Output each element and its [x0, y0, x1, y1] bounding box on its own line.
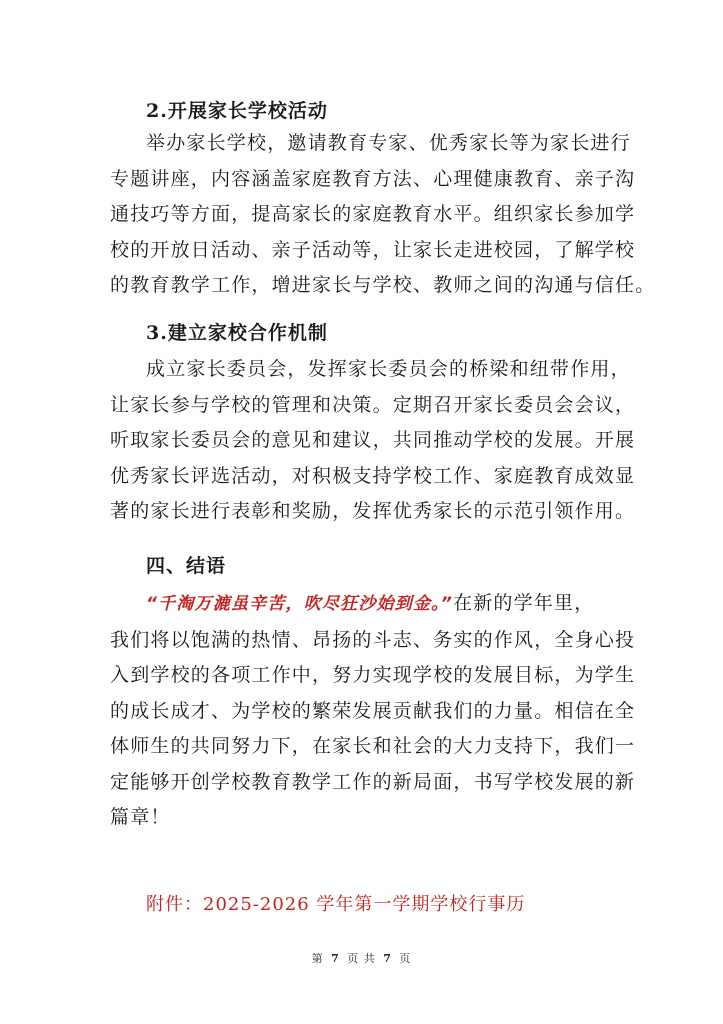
footer-suffix: 页 — [399, 952, 412, 965]
paragraph-line: 校的开放日活动、亲子活动等，让家长走进校园，了解学校 — [110, 238, 636, 261]
paragraph-line: 让家长参与学校的管理和决策。定期召开家长委员会会议， — [110, 393, 636, 416]
section-heading-2: 2.开展家长学校活动 — [146, 100, 328, 122]
paragraph-line: 成立家长委员会，发挥家长委员会的桥梁和纽带作用， — [146, 358, 631, 380]
current-page-number: 7 — [331, 952, 340, 965]
section-heading-4: 四、结语 — [146, 555, 227, 577]
paragraph-line-rest: 在新的学年里， — [453, 592, 595, 614]
paragraph-line: 体师生的共同努力下，在家长和社会的大力支持下，我们一 — [110, 735, 636, 757]
paragraph-line: 举办家长学校，邀请教育专家、优秀家长等为家长进行 — [146, 132, 631, 154]
paragraph-line: 著的家长进行表彰和奖励，发挥优秀家长的示范引领作用。 — [110, 500, 636, 522]
paragraph-line: 的教育教学工作，增进家长与学校、教师之间的沟通与信任。 — [110, 274, 656, 296]
paragraph-line — [110, 586, 630, 623]
footer-prefix: 第 — [311, 952, 324, 965]
paragraph-parent-school — [110, 126, 656, 304]
paragraph-line: 入到学校的各项工作中，努力实现学校的发展目标，为学生 — [110, 664, 636, 686]
footer-middle: 页 共 — [347, 952, 376, 965]
section-heading-3: 3.建立家校合作机制 — [146, 322, 328, 344]
paragraph-line: 篇章！ — [110, 806, 171, 828]
poem-quote: “千淘万漉虽辛苦，吹尽狂沙始到金。” — [146, 594, 453, 614]
paragraph-cooperation — [110, 352, 636, 530]
page-footer — [0, 950, 723, 966]
paragraph-conclusion — [110, 586, 636, 836]
attachment-note: 附件：2025-2026 学年第一学期学校行事历 — [146, 894, 526, 915]
paragraph-line: 的成长成才、为学校的繁荣发展贡献我们的力量。相信在全 — [110, 699, 636, 722]
paragraph-line: 通技巧等方面，提高家长的家庭教育水平。组织家长参加学 — [110, 203, 636, 225]
paragraph-line: 定能够开创学校教育教学工作的新局面，书写学校发展的新 — [110, 770, 636, 793]
paragraph-line: 我们将以饱满的热情、昂扬的斗志、务实的作风，全身心投 — [110, 628, 636, 651]
paragraph-line: 专题讲座，内容涵盖家庭教育方法、心理健康教育、亲子沟 — [110, 167, 636, 190]
total-page-count: 7 — [383, 952, 392, 965]
paragraph-line: 优秀家长评选活动，对积极支持学校工作、家庭教育成效显 — [110, 464, 636, 487]
paragraph-line: 听取家长委员会的意见和建议，共同推动学校的发展。开展 — [110, 429, 636, 451]
